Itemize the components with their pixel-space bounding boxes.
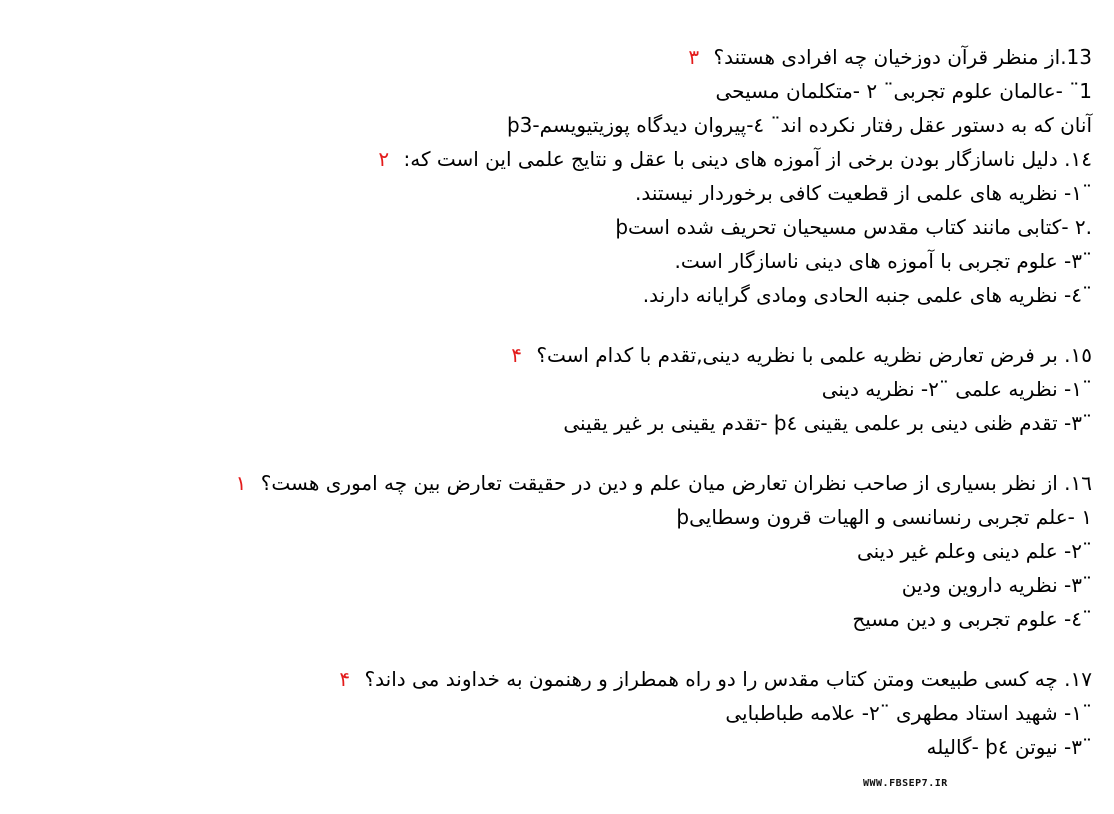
spacer [12,636,1092,662]
answer-key: ۴ [511,343,523,367]
option-line: ¨٣- نظریه داروین ودین [901,573,1092,597]
question-17 [12,662,1092,696]
question-text: ١٤. دلیل ناسازگار بودن برخی از آموزه های دینی با عقل و نتایج علمی این است که: [403,147,1092,171]
question-text: ١٥. بر فرض تعارض نظریه علمی با نظریه دینی,تقدم با کدام است؟ [536,343,1092,367]
option-line: ¨٢- علم دینی وعلم غیر دینی [856,539,1092,563]
question-16 [12,466,1092,500]
question-text: 13.از منظر قرآن دوزخیان چه افرادی هستند؟ [713,45,1092,69]
question-text: ١٦. از نظر بسیاری از صاحب نظران تعارض میان علم و دین در حقیقت تعارض بین چه اموری هست؟ [260,471,1092,495]
answer-key: ۴ [339,667,351,691]
question-13 [12,40,1092,74]
spacer [12,440,1092,466]
option-line: ¨٣- علوم تجربی با آموزه های دینی ناسازگار است. [674,249,1092,273]
option-line: þ٢ -کتابی مانند کتاب مقدس مسیحیان تحریف شده است. [615,215,1092,239]
answer-key: ۲ [378,147,390,171]
option-line: ¨١- نظریه علمی ¨٢- نظریه دینی [821,377,1092,401]
option-line: ¨٤- نظریه های علمی جنبه الحادی ومادی گرایانه دارند. [642,283,1092,307]
option-line: ¨١- نظریه های علمی از قطعیت کافی برخوردار نیستند. [635,181,1092,205]
quiz-document [12,40,1092,764]
option-line: þ١ -علم تجربی رنسانسی و الهیات قرون وسطایی [676,505,1092,529]
website-watermark: WWW.FBSEP7.IR [863,778,948,789]
option-line: ¨٤- علوم تجربی و دین مسیح [852,607,1092,631]
option-line: ¨٣- تقدم ظنی دینی بر علمی یقینی þ٤ -تقدم یقینی بر غیر یقینی [563,411,1092,435]
answer-key: ۳ [688,45,700,69]
question-15 [12,338,1092,372]
option-line: ¨٣- نیوتن þ٤ -گالیله [926,735,1092,759]
option-line: ¨١- شهید استاد مطهری ¨٢- علامه طباطبایی [725,701,1092,725]
option-line: þ3-آنان که به دستور عقل رفتار نکرده اند¨ ٤-پیروان دیدگاه پوزیتیویسم [506,113,1092,137]
option-line: 1¨ -عالمان علوم تجربی¨ ۲ -متکلمان مسیحی [715,79,1092,103]
question-text: ١٧. چه کسی طبیعت ومتن کتاب مقدس را دو راه همطراز و رهنمون به خداوند می داند؟ [364,667,1092,691]
spacer [12,312,1092,338]
question-14 [12,142,1092,176]
answer-key: ۱ [235,471,247,495]
